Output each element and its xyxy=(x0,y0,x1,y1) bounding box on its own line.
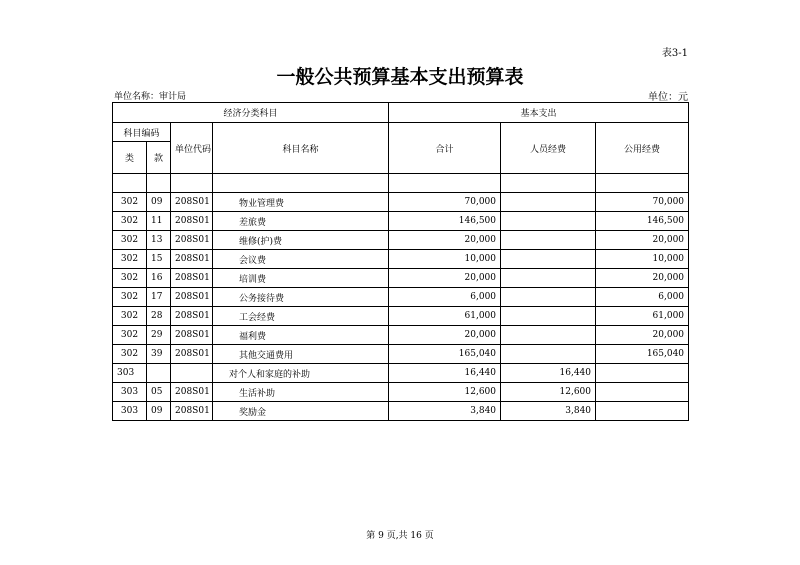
cell-unit-code: 208S01 xyxy=(171,250,213,269)
cell-lei: 302 xyxy=(113,193,147,212)
header-unit-code: 单位代码 xyxy=(171,123,213,174)
page-title: 一般公共预算基本支出预算表 xyxy=(276,66,524,88)
cell-total: 20,000 xyxy=(389,231,501,250)
header-basic-expenditure: 基本支出 xyxy=(389,103,689,123)
cell-personnel xyxy=(501,269,596,288)
cell-total: 12,600 xyxy=(389,383,501,402)
cell-public xyxy=(596,402,689,421)
cell-public: 61,000 xyxy=(596,307,689,326)
cell-subject-name: 公务接待费 xyxy=(213,288,389,307)
header-subject-name: 科目名称 xyxy=(213,123,389,174)
cell-subject-name: 物业管理费 xyxy=(213,193,389,212)
cell-public xyxy=(596,383,689,402)
cell-public xyxy=(596,364,689,383)
header-kuan: 款 xyxy=(147,142,171,174)
header-lei: 类 xyxy=(113,142,147,174)
cell-unit-code: 208S01 xyxy=(171,193,213,212)
unit-name: 单位名称：审计局 xyxy=(114,92,187,102)
cell-unit-code xyxy=(171,364,213,383)
cell-kuan: 05 xyxy=(147,383,171,402)
cell-personnel xyxy=(501,288,596,307)
table-row xyxy=(113,383,689,402)
cell-total: 16,440 xyxy=(389,364,501,383)
budget-table xyxy=(112,102,689,421)
table-header xyxy=(113,103,689,193)
header-econ-class: 经济分类科目 xyxy=(113,103,389,123)
table-row xyxy=(113,250,689,269)
cell-personnel xyxy=(501,307,596,326)
table-row xyxy=(113,364,689,383)
cell-subject-name: 其他交通费用 xyxy=(213,345,389,364)
cell-lei: 302 xyxy=(113,345,147,364)
cell-public: 10,000 xyxy=(596,250,689,269)
cell-public: 20,000 xyxy=(596,326,689,345)
table-row xyxy=(113,269,689,288)
cell-personnel xyxy=(501,250,596,269)
table-row xyxy=(113,307,689,326)
header-public: 公用经费 xyxy=(596,123,689,174)
cell-personnel xyxy=(501,193,596,212)
cell-public: 20,000 xyxy=(596,231,689,250)
cell-kuan: 11 xyxy=(147,212,171,231)
cell-lei: 302 xyxy=(113,288,147,307)
table-body xyxy=(113,193,689,421)
cell-personnel xyxy=(501,231,596,250)
cell-subject-name: 差旅费 xyxy=(213,212,389,231)
cell-unit-code: 208S01 xyxy=(171,231,213,250)
cell-kuan: 39 xyxy=(147,345,171,364)
cell-personnel xyxy=(501,326,596,345)
cell-total: 20,000 xyxy=(389,326,501,345)
cell-subject-name: 福利费 xyxy=(213,326,389,345)
cell-personnel xyxy=(501,345,596,364)
cell-total: 146,500 xyxy=(389,212,501,231)
cell-lei: 302 xyxy=(113,250,147,269)
cell-unit-code: 208S01 xyxy=(171,288,213,307)
cell-unit-code: 208S01 xyxy=(171,269,213,288)
table-row xyxy=(113,326,689,345)
cell-unit-code: 208S01 xyxy=(171,212,213,231)
cell-public: 20,000 xyxy=(596,269,689,288)
cell-public: 70,000 xyxy=(596,193,689,212)
header-total: 合计 xyxy=(389,123,501,174)
cell-personnel xyxy=(501,212,596,231)
table-row xyxy=(113,288,689,307)
table-row xyxy=(113,231,689,250)
cell-lei: 302 xyxy=(113,326,147,345)
cell-subject-name: 对个人和家庭的补助 xyxy=(213,364,389,383)
cell-personnel: 16,440 xyxy=(501,364,596,383)
cell-total: 70,000 xyxy=(389,193,501,212)
cell-kuan: 17 xyxy=(147,288,171,307)
cell-total: 10,000 xyxy=(389,250,501,269)
cell-total: 165,040 xyxy=(389,345,501,364)
cell-kuan: 15 xyxy=(147,250,171,269)
cell-total: 61,000 xyxy=(389,307,501,326)
cell-kuan xyxy=(147,364,171,383)
cell-personnel: 3,840 xyxy=(501,402,596,421)
cell-public: 165,040 xyxy=(596,345,689,364)
cell-subject-name: 维修(护)费 xyxy=(213,231,389,250)
cell-kuan: 09 xyxy=(147,193,171,212)
cell-public: 146,500 xyxy=(596,212,689,231)
cell-unit-code: 208S01 xyxy=(171,402,213,421)
cell-lei: 303 xyxy=(113,364,147,383)
cell-kuan: 16 xyxy=(147,269,171,288)
cell-public: 6,000 xyxy=(596,288,689,307)
cell-subject-name: 会议费 xyxy=(213,250,389,269)
page-footer: 第 9 页,共 16 页 xyxy=(366,531,434,541)
header-subject-code: 科目编码 xyxy=(113,123,171,142)
table-row xyxy=(113,193,689,212)
cell-unit-code: 208S01 xyxy=(171,307,213,326)
cell-unit-code: 208S01 xyxy=(171,345,213,364)
table-row xyxy=(113,345,689,364)
currency-unit: 单位：元 xyxy=(648,92,688,103)
cell-subject-name: 工会经费 xyxy=(213,307,389,326)
cell-lei: 302 xyxy=(113,269,147,288)
cell-personnel: 12,600 xyxy=(501,383,596,402)
cell-total: 20,000 xyxy=(389,269,501,288)
table-row xyxy=(113,212,689,231)
cell-lei: 302 xyxy=(113,212,147,231)
cell-subject-name: 生活补助 xyxy=(213,383,389,402)
cell-kuan: 29 xyxy=(147,326,171,345)
cell-kuan: 28 xyxy=(147,307,171,326)
header-personnel: 人员经费 xyxy=(501,123,596,174)
cell-total: 3,840 xyxy=(389,402,501,421)
cell-lei: 302 xyxy=(113,231,147,250)
cell-lei: 303 xyxy=(113,402,147,421)
cell-kuan: 13 xyxy=(147,231,171,250)
cell-lei: 302 xyxy=(113,307,147,326)
cell-subject-name: 奖励金 xyxy=(213,402,389,421)
table-id: 表3-1 xyxy=(661,48,688,59)
cell-lei: 303 xyxy=(113,383,147,402)
cell-kuan: 09 xyxy=(147,402,171,421)
cell-subject-name: 培训费 xyxy=(213,269,389,288)
cell-unit-code: 208S01 xyxy=(171,326,213,345)
cell-total: 6,000 xyxy=(389,288,501,307)
table-row xyxy=(113,402,689,421)
cell-unit-code: 208S01 xyxy=(171,383,213,402)
